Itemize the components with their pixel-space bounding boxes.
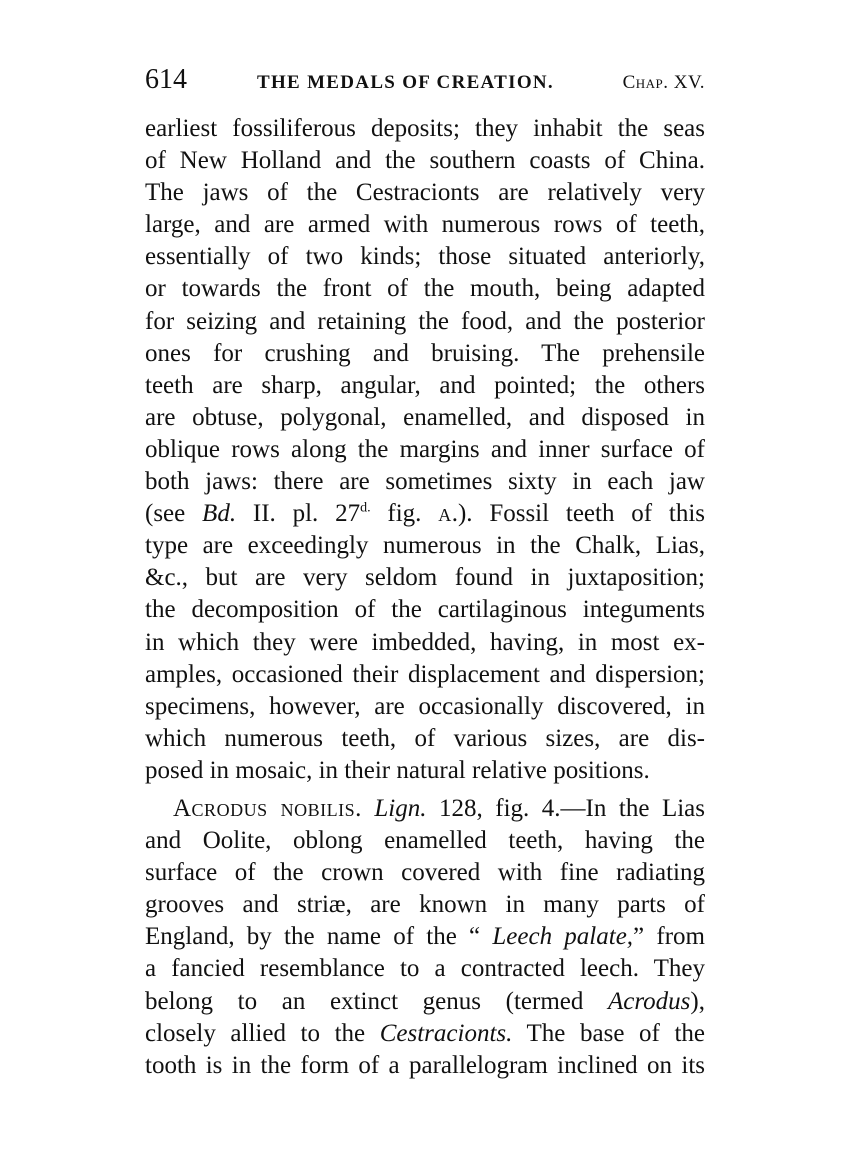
text-line: type are exceedingly numerous in the Chalk, Lias,	[145, 532, 705, 560]
page-number: 614	[145, 64, 187, 95]
text-line: earliest fossiliferous deposits; they inhabit the seas	[145, 115, 705, 142]
text-line: of New Holland and the southern coasts of China.	[145, 147, 705, 175]
text-segment: closely allied to the	[145, 1019, 380, 1047]
text-segment: (see	[145, 500, 203, 528]
text-segment: belong to an extinct genus (termed	[145, 987, 609, 1015]
text-line: teeth are sharp, angular, and pointed; the others	[145, 371, 705, 399]
text-segment: II. pl. 27	[236, 500, 361, 528]
text-line: which numerous teeth, of various sizes, are dis-	[145, 724, 705, 752]
text-line: in which they were imbedded, having, in most ex-	[145, 628, 705, 656]
text-segment: .). Fossil teeth of this	[451, 500, 705, 528]
text-line: amples, occasioned their displacement and dispersion;	[145, 660, 705, 688]
text-line: a fancied resemblance to a contracted leech. They	[145, 955, 705, 983]
running-title: THE MEDALS OF CREATION.	[257, 72, 554, 93]
text-segment: England, by the name of the “	[145, 923, 493, 951]
body-text	[145, 113, 705, 1082]
text-line: the decomposition of the cartilaginous integuments	[145, 596, 705, 624]
text-line: oblique rows along the margins and inner surface of	[145, 435, 705, 463]
text-segment	[362, 795, 375, 822]
text-line: posed in mosaic, in their natural relative positions.	[145, 756, 650, 784]
running-header	[145, 64, 705, 104]
text-line: grooves and striæ, are known in many parts of	[145, 891, 705, 919]
italic-reference: Bd.	[202, 500, 237, 528]
paragraph-2	[145, 793, 705, 1082]
text-line-plate-reference	[145, 498, 705, 530]
text-segment: ” from	[633, 923, 705, 951]
italic-term: Cestracionts.	[379, 1019, 513, 1047]
paragraph-1	[145, 113, 705, 787]
text-line-heading	[145, 793, 705, 825]
text-segment: ),	[690, 987, 705, 1015]
italic-reference: Lign.	[374, 794, 427, 822]
text-line: ones for crushing and bruising. The prehensile	[145, 339, 705, 367]
text-line: or towards the front of the mouth, being adapted	[145, 275, 705, 303]
text-line	[145, 921, 705, 953]
text-line	[145, 1018, 705, 1050]
text-line: &c., but are very seldom found in juxtaposition;	[145, 564, 705, 592]
text-segment: fig.	[370, 500, 439, 528]
text-line: for seizing and retaining the food, and the posterior	[145, 307, 705, 335]
text-line: surface of the crown covered with fine radiating	[145, 859, 705, 887]
text-line: essentially of two kinds; those situated anteriorly,	[145, 243, 705, 271]
text-line: large, and are armed with numerous rows of teeth,	[145, 211, 705, 239]
species-name: Acrodus nobilis.	[173, 794, 362, 822]
italic-term: Acrodus	[608, 987, 691, 1015]
text-line: are obtuse, polygonal, enamelled, and disposed in	[145, 403, 705, 431]
text-line: both jaws: there are sometimes sixty in each jaw	[145, 468, 705, 496]
text-line: tooth is in the form of a parallelogram inclined on its	[145, 1051, 705, 1079]
text-line: The jaws of the Cestracionts are relatively very	[145, 179, 705, 207]
text-line: specimens, however, are occasionally discovered, in	[145, 692, 705, 720]
superscript: d.	[360, 500, 371, 516]
chapter-label: Chap. XV.	[622, 72, 705, 93]
text-line	[145, 986, 705, 1018]
text-line: and Oolite, oblong enamelled teeth, having the	[145, 827, 705, 855]
text-segment: 128, fig. 4.—In the Lias	[426, 794, 706, 822]
italic-term: Leech palate,	[492, 923, 634, 951]
small-caps-letter: a	[438, 500, 452, 528]
text-segment: The base of the	[512, 1019, 705, 1047]
